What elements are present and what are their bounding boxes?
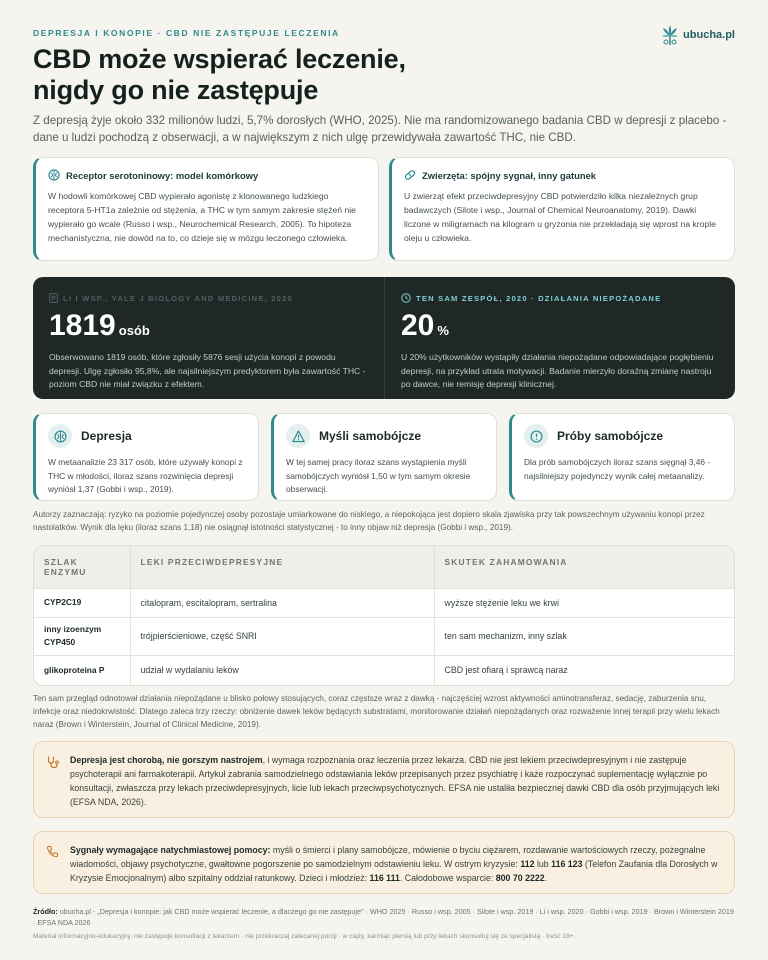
stat-value: 1819 [49,309,116,342]
table-cell: trójpierścieniowe, część SNRI [130,617,434,655]
table-row [34,655,734,685]
table-cell: CBD jest ofiarą i sprawcą naraz [434,655,734,685]
phone-number-116111[interactable]: 116 111 [369,873,400,883]
table-cell: udział w wydalaniu leków [130,655,434,685]
table-cell: ten sam mechanizm, inny szlak [434,617,734,655]
alert-bold: Depresja jest chorobą, nie gorszym nastrojem [70,755,263,765]
card-receptor-title: Receptor serotoninowy: model komórkowy [66,169,259,181]
alert-text: lub [534,859,552,869]
crisis-alert [33,831,735,894]
card-depression-text: W metaanalizie 23 317 osób, które używały konopi z THC w młodości, iloraz szans rozwinięcia depresji wyniósł 1,37 (Gobbi i wsp., 2019). [48,457,243,494]
phone-icon [46,845,59,858]
table-cell: glikoproteina P [34,655,130,685]
brand-name: ubucha.pl [683,29,735,41]
source-line [33,906,735,928]
table-header: SZLAK ENZYMU [34,546,130,588]
title-line-2: nigdy go nie zastępuje [33,75,319,105]
stat-unit: osób [118,323,150,338]
card-suicidal-thoughts-title: Myśli samobójcze [319,429,422,443]
table-header-row [34,546,734,588]
phone-number-112[interactable]: 112 [520,859,535,869]
card-animals-title: Zwierzęta: spójny sygnał, inny gatunek [422,169,596,181]
card-receptor [33,157,379,261]
source-text: ubucha.pl - „Depresja i konopie: jak CBD może wspierać leczenie, a dlaczego go nie zastępuje" · WHO 2025 · Russo i wsp. 2005 · Silote i wsp. 2019 · Li i wsp. 2020 · Gobbi i wsp. 2019 · Brown i Winterstein 2019 · EFSA NDA 2026 [33,907,734,927]
table-row [34,588,734,617]
stat-label: LI I WSP., YALE J BIOLOGY AND MEDICINE, 2020 [63,293,293,303]
alert-text: (Telefon Zaufania dla Dorosłych w Kryzysie Emocjonalnym) albo szpitalny oddział ratunkowy. Dzieci i młodzież: [70,859,718,883]
card-animals-text: U zwierząt efekt przeciwdepresyjny CBD potwierdziło kilka niezależnych grup badawczych (Silote i wsp., Journal of Chemical Neuroanatomy, 2019). Dawki liczone w miligramach na kilogram u gryzonia nie przekładają się wprost na krople oleju u człowieka. [404,191,716,243]
alert-text: myśli o śmierci i plany samobójcze, mówienie o byciu ciężarem, rozdawanie wartościowych rzeczy, pożegnalne wiadomości, objawy psychotyczne, gwałtowne pogorszenie po samodzielnym odstawieniu leku. W ostrym kryzysie: [70,845,706,869]
table-cell: inny izoenzym CYP450 [34,617,130,655]
stat-description: U 20% użytkowników wystąpiły działania niepożądane odpowiadające pogłębieniu depresji, na przykład utrata motywacji. Badanie mierzyło doraźną zmianę nastroju po dawce, nie remisję depresji klinicznej. [401,352,714,389]
phone-number-800702222[interactable]: 800 70 2222 [495,873,545,883]
brand-logo[interactable] [661,24,735,46]
brain-icon [54,430,67,443]
table-cell: citalopram, escitalopram, sertralina [130,588,434,617]
table-cell: CYP2C19 [34,588,130,617]
title-line-1: CBD może wspierać leczenie, [33,44,406,74]
alert-bold: Sygnały wymagające natychmiastowej pomocy: [70,845,271,855]
card-suicide-attempts [509,413,735,501]
card-animals [389,157,735,261]
clock-icon [401,293,411,303]
table-header: SKUTEK ZAHAMOWANIA [434,546,734,588]
lead-paragraph: Z depresją żyje około 332 milionów ludzi, 5,7% dorosłych (WHO, 2025). Nie ma randomizowanego badania CBD w depresji z placebo - dane u ludzi pochodzą z obserwacji, a w największym z nich ulgę przewidywała zawartość THC, nie CBD. [33,114,727,144]
stat-li-2020 [33,277,384,399]
card-receptor-text: W hodowli komórkowej CBD wypierało agonistę z klonowanego ludzkiego receptora 5-HT1a zależnie od stężenia, a THC w tym samym zakresie stężeń nie wypierało go wcale (Russo i wsp., Neurochemical Research, 2005). To hipoteza mechanistyczna, nie dowód na to, co dzieje się w mózgu leczonego człowieka. [48,191,356,243]
medical-alert [33,741,735,818]
authors-note: Autorzy zaznaczają: ryzyko na poziomie pojedynczej osoby pozostaje umiarkowane do niskiego, a niepokojąca jest dopiero skala zjawiska przy tak powszechnym używaniu konopi przez nastolatków. Wynik dla lęku (iloraz szans 1,18) nie osiągnął istotności statystycznej - to inny objaw niż depresja (Gobbi i wsp., 2019). [33,510,705,532]
card-depression-title: Depresja [81,429,132,443]
document-icon [49,293,58,303]
brain-icon [48,169,60,181]
table-header: LEKI PRZECIWDEPRESYJNE [130,546,434,588]
alert-text: . Całodobowe wsparcie: [399,873,496,883]
cannabis-leaf-icon [661,24,679,46]
kicker: DEPRESJA I KONOPIE · CBD NIE ZASTĘPUJE LECZENIA [33,28,340,38]
alert-text: , i wymaga rozpoznania oraz leczenia przez lekarza. CBD nie jest lekiem przeciwdepresyjnym i nie zastępuje psychoterapii ani farmakoterapii. Artykuł zabrania samodzielnego odstawiania leków przepisanych przez psychiatrę i każe rozpoczynać suplementację wyłącznie po konsultacji, zwłaszcza przy lekach przeciwdepresyjnych, licie lub lekach przeciwpsychotycznych. EFSA nie ustaliła bezpiecznej dawki CBD dla osób przyjmujących leki (EFSA NDA, 2026). [70,755,720,807]
table-cell: wyższe stężenie leku we krwi [434,588,734,617]
enzyme-table [33,545,735,686]
stat-value: 20 [401,309,435,342]
stethoscope-icon [46,755,60,769]
card-suicidal-thoughts-text: W tej samej pracy iloraz szans wystąpienia myśli samobójczych wyniósł 1,50 w tym samym okresie obserwacji. [286,457,471,494]
card-suicide-attempts-text: Dla prób samobójczych iloraz szans sięgnął 3,46 - najsilniejszy pojedynczy wynik całej metaanalizy. [524,457,711,481]
alert-text: . [544,873,548,883]
table-row [34,617,734,655]
warning-icon [292,430,305,443]
stat-unit: % [437,323,449,338]
stats-panel [33,277,735,399]
card-depression [33,413,259,501]
pill-icon [404,169,416,181]
card-suicidal-thoughts [271,413,497,501]
card-suicide-attempts-title: Próby samobójcze [557,429,664,443]
source-label: Źródło: [33,907,58,916]
page-title [33,44,406,106]
phone-number-116123[interactable]: 116 123 [551,859,583,869]
alert-circle-icon [530,430,543,443]
stat-label: TEN SAM ZESPÓŁ, 2020 · DZIAŁANIA NIEPOŻĄDANE [416,293,662,303]
stat-description: Obserwowano 1819 osób, które zgłosiły 5876 sesji użycia konopi z powodu depresji. Ulgę zgłosiło 95,8%, ale najsilniejszym predyktorem była zawartość THC - poziom CBD nie miał związku z efektem. [49,352,366,389]
review-note: Ten sam przegląd odnotował działania niepożądane u blisko połowy stosujących, coraz częstsze wraz z dawką - najczęściej wzrost aktywności aminotransferaz, sedację, zaburzenia snu, infekcje oraz niedokrwistość. Dlatego zaleca trzy rzeczy: obniżenie dawek leków będących substratami, monitorowanie działań niepożądanych oraz rozważenie innej terapii przy wielu lekach naraz (Brown i Winterstein, Journal of Clinical Medicine, 2019). [33,694,720,729]
stat-side-effects [384,277,735,399]
fine-print: Materiał informacyjno-edukacyjny, nie zastępuje konsultacji z lekarzem · nie przekraczaj zalecanej porcji · w ciąży, karmiąc piersią lub przy lekach skonsultuj się ze specjalistą · treść 18+. [33,933,576,940]
